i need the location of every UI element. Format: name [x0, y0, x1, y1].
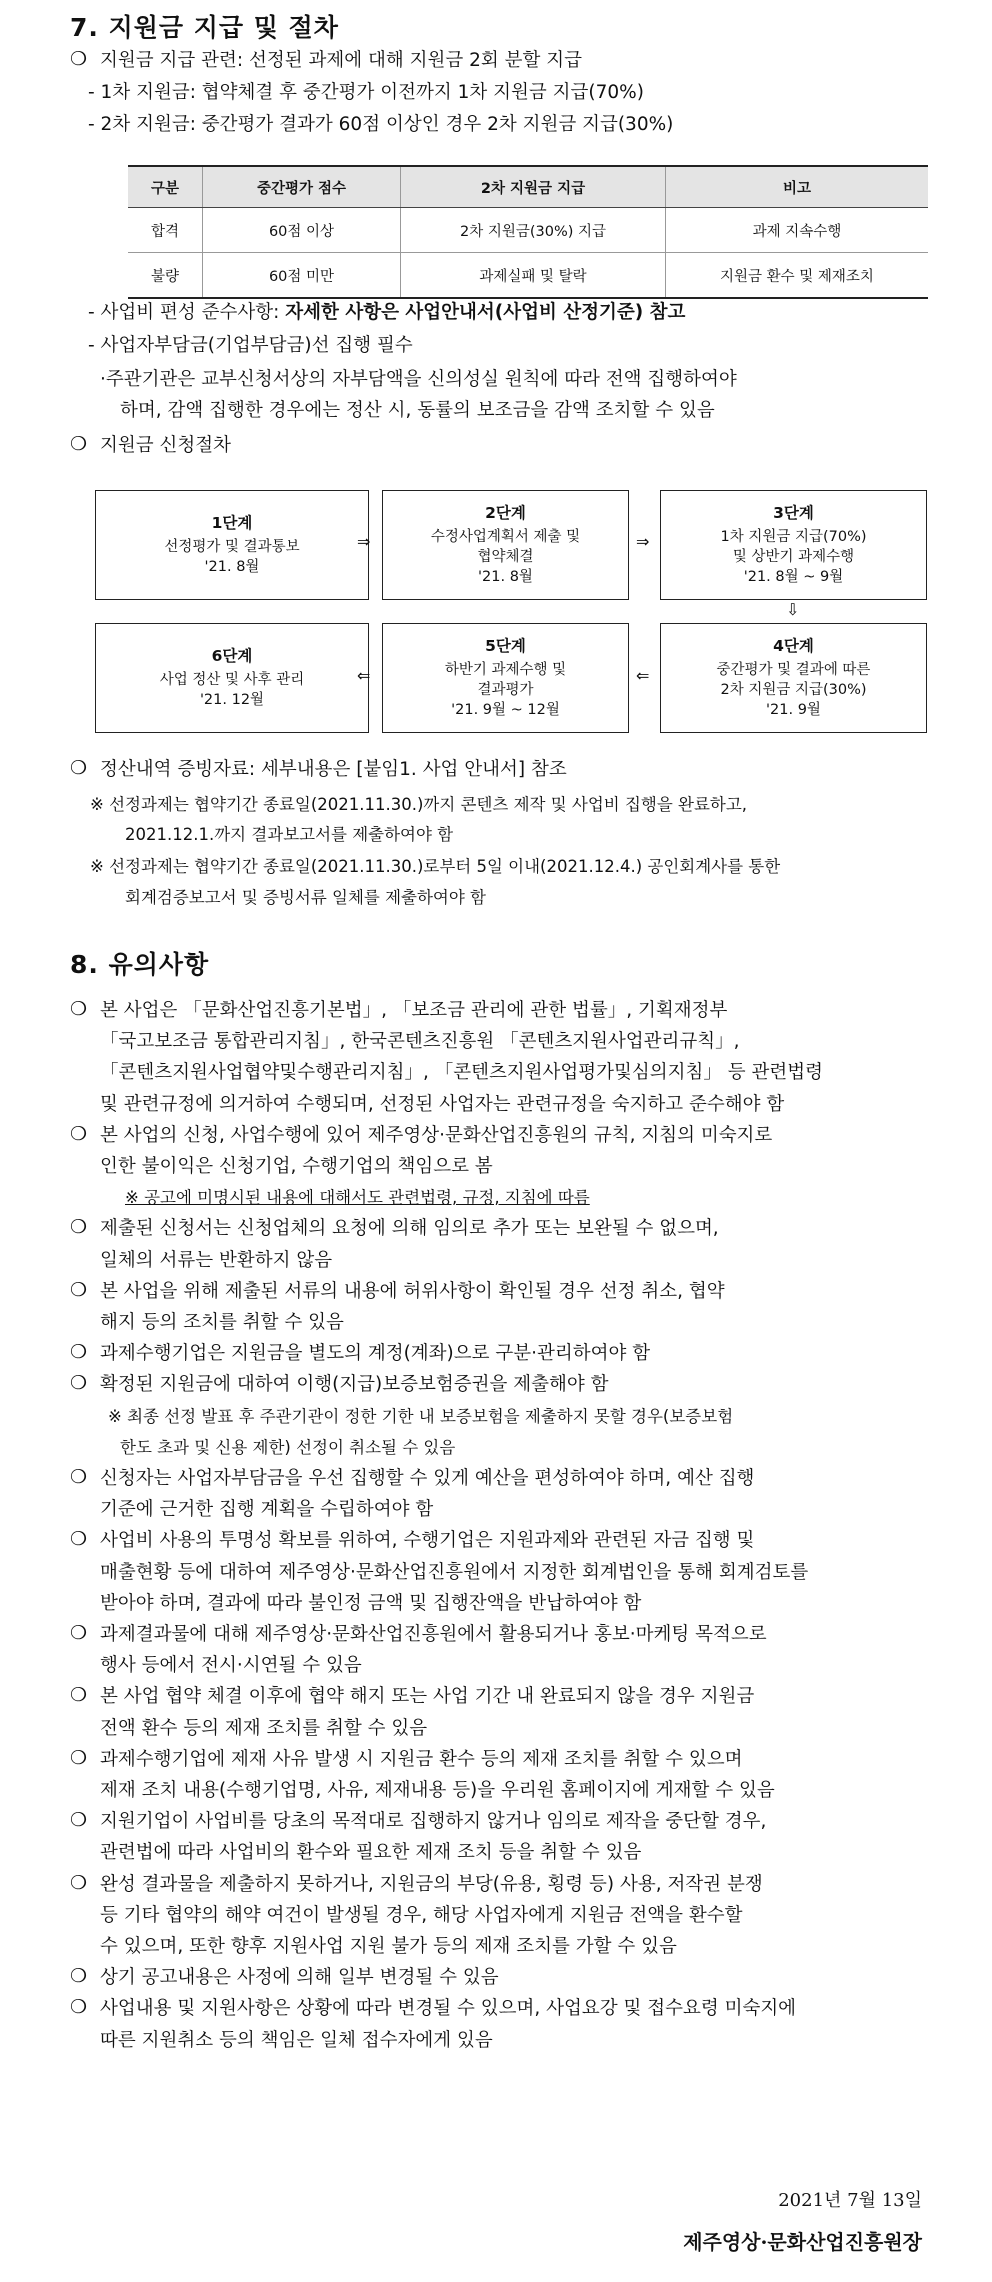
notice-line: 과제수행기업은 지원금을 별도의 계정(계좌)으로 구분·관리하여야 함 [100, 1343, 651, 1365]
notice-line: 관련법에 따라 사업비의 환수와 필요한 제재 조치 등을 취할 수 있음 [100, 1842, 642, 1864]
notice-line: 기준에 근거한 집행 계획을 수립하여야 함 [100, 1499, 434, 1521]
table-header: 2차 지원금 지급 [401, 166, 666, 208]
step-title: 4단계 [773, 637, 814, 655]
table-cell: 과제실패 및 탈락 [401, 253, 666, 299]
notice-line: 본 사업의 신청, 사업수행에 있어 제주영상·문화산업진흥원의 규칙, 지침의 미숙지로 [100, 1124, 773, 1146]
step-date: '21. 9월 ~ 12월 [451, 702, 560, 718]
step-desc: 2차 지원금 지급(30%) [720, 682, 867, 698]
issuer-name: 제주영상·문화산업진흥원장 [683, 2230, 922, 2254]
section-8-title: 8. 유의사항 [70, 950, 210, 979]
arrow-left-icon: ⇐ [636, 666, 650, 685]
notice-line: 수 있으며, 또한 향후 지원사업 지원 불가 등의 제재 조치를 가할 수 있음 [100, 1936, 677, 1957]
table-cell: 합격 [128, 208, 203, 253]
notice-line: 과제결과물에 대해 제주영상·문화산업진흥원에서 활용되거나 홍보·마케팅 목적으로 [100, 1624, 767, 1645]
notice-line: 신청자는 사업자부담금을 우선 집행할 수 있게 예산을 편성하여야 하며, 예산 집행 [100, 1468, 755, 1489]
notice-line: 따른 지원취소 등의 책임은 일체 접수자에게 있음 [100, 2029, 493, 2051]
announcement-date: 2021년 7월 13일 [778, 2190, 922, 2211]
step-box-3 [660, 490, 927, 600]
settlement-evidence-text: 정산내역 증빙자료: 세부내용은 [붙임1. 사업 안내서] 참조 [100, 759, 567, 780]
step-title: 3단계 [773, 504, 814, 522]
bullet-circle: ❍ [70, 1372, 88, 1395]
self-burden-detail-1: ·주관기관은 교부신청서상의 자부담액을 신의성실 원칙에 따라 전액 집행하여야 [100, 369, 737, 390]
bullet-circle: ❍ [70, 1809, 88, 1832]
self-burden-text: - 사업자부담금(기업부담금)선 집행 필수 [88, 335, 413, 356]
table-row [128, 208, 928, 253]
arrow-down-icon: ⇩ [786, 600, 800, 619]
step-box-6 [95, 623, 369, 733]
arrow-left-icon: ⇐ [357, 666, 371, 685]
notice-line: 「국고보조금 통합관리지침」, 한국콘텐츠진흥원 「콘텐츠지원사업관리규칙」, [100, 1031, 740, 1053]
bullet-circle: ❍ [70, 433, 88, 455]
budget-rule-line [88, 300, 685, 326]
bullet-circle: ❍ [70, 1278, 88, 1301]
notice-line: 제출된 신청서는 신청업체의 요청에 의해 임의로 추가 또는 보완될 수 없으며, [100, 1218, 719, 1240]
support-payment-text: 지원금 지급 관련: 선정된 과제에 대해 지원금 2회 분할 지급 [100, 50, 582, 71]
step-title: 6단계 [211, 647, 253, 665]
budget-rule-prefix: - 사업비 편성 준수사항: [88, 302, 286, 323]
notice-line: 제재 조치 내용(수행기업명, 사유, 제재내용 등)을 우리원 홈페이지에 게재할 수 있음 [100, 1780, 775, 1801]
notice-line: 등 기타 협약의 해약 여건이 발생될 경우, 해당 사업자에게 지원금 전액을 환수할 [100, 1904, 743, 1926]
notice-line: 완성 결과물을 제출하지 못하거나, 지원금의 부당(유용, 횡령 등) 사용, 저작권 분쟁 [100, 1873, 763, 1895]
step-date: '21. 8월 [204, 559, 260, 575]
notice-line: 해지 등의 조치를 취할 수 있음 [100, 1312, 344, 1333]
table-row [128, 253, 928, 299]
step-desc: 결과평가 [477, 682, 534, 698]
notice-line: 본 사업은 「문화산업진흥기본법」, 「보조금 관리에 관한 법률」, 기획재정부 [100, 1000, 728, 1021]
step-date: '21. 8월 ~ 9월 [743, 569, 844, 585]
step-box-1 [95, 490, 369, 600]
notice-line: 전액 환수 등의 제재 조치를 취할 수 있음 [100, 1717, 428, 1739]
step-desc: 사업 정산 및 사후 관리 [159, 672, 305, 688]
bullet-circle: ❍ [70, 1466, 88, 1488]
step-desc: 및 상반기 과제수행 [732, 549, 855, 565]
self-burden-detail-2: 하며, 감액 집행한 경우에는 정산 시, 동률의 보조금을 감액 조치할 수 있음 [120, 400, 715, 421]
step-desc: 선정평가 및 결과통보 [164, 539, 300, 555]
arrow-right-icon: ⇒ [636, 532, 650, 551]
bullet-circle: ❍ [70, 998, 88, 1020]
table-header: 중간평가 점수 [203, 166, 401, 208]
bullet-circle: ❍ [70, 1871, 88, 1894]
notice-line: 「콘텐츠지원사업협약및수행관리지침」, 「콘텐츠지원사업평가및심의지침」 등 관련법령 [100, 1062, 824, 1084]
step-desc: 중간평가 및 결과에 따른 [716, 662, 871, 678]
step-date: '21. 9월 [766, 702, 821, 718]
table-cell: 불량 [128, 253, 203, 299]
notice-line: 본 사업 협약 체결 이후에 협약 해지 또는 사업 기간 내 완료되지 않을 경우 지원금 [100, 1686, 755, 1708]
bullet-circle: ❍ [70, 1965, 88, 1988]
procedure-title: 지원금 신청절차 [100, 435, 231, 456]
step-box-2 [382, 490, 629, 600]
note-2b: 회계검증보고서 및 증빙서류 일체를 제출하여야 함 [125, 888, 486, 907]
first-payment-text: - 1차 지원금: 협약체결 후 중간평가 이전까지 1차 지원금 지급(70%) [88, 82, 644, 103]
notice-line: 인한 불이익은 신청기업, 수행기업의 책임으로 봄 [100, 1156, 493, 1177]
notice-line: 일체의 서류는 반환하지 않음 [100, 1249, 333, 1271]
notice-line: 확정된 지원금에 대하여 이행(지급)보증보험증권을 제출해야 함 [100, 1374, 609, 1396]
bullet-circle: ❍ [70, 1684, 88, 1707]
step-desc: 협약체결 [477, 549, 534, 565]
table-cell: 60점 미만 [203, 253, 401, 299]
note-2a: ※ 선정과제는 협약기간 종료일(2021.11.30.)로부터 5일 이내(2021.12.4.) 공인회계사를 통한 [90, 857, 781, 876]
notice-line: ※ 공고에 미명시된 내용에 대해서도 관련법령, 규정, 지침에 따름 [125, 1188, 590, 1208]
step-title: 1단계 [211, 514, 253, 532]
table-cell: 지원금 환수 및 제재조치 [666, 253, 929, 299]
note-1a: ※ 선정과제는 협약기간 종료일(2021.11.30.)까지 콘텐츠 제작 및 사업비 집행을 완료하고, [90, 795, 748, 814]
notice-line: 상기 공고내용은 사정에 의해 일부 변경될 수 있음 [100, 1967, 499, 1989]
table-cell: 2차 지원금(30%) 지급 [401, 208, 666, 253]
table-cell: 과제 지속수행 [666, 208, 929, 253]
notice-line: 사업비 사용의 투명성 확보를 위하여, 수행기업은 지원과제와 관련된 자금 집행 및 [100, 1530, 755, 1552]
notice-line: 받아야 하며, 결과에 따라 불인정 금액 및 집행잔액을 반납하여야 함 [100, 1592, 642, 1614]
bullet-circle: ❍ [70, 48, 88, 70]
step-box-5 [382, 623, 629, 733]
notice-line: 및 관련규정에 의거하여 수행되며, 선정된 사업자는 관련규정을 숙지하고 준수해야 함 [100, 1093, 785, 1115]
bullet-circle: ❍ [70, 757, 88, 779]
bullet-circle: ❍ [70, 1122, 88, 1145]
notice-line: 행사 등에서 전시·시연될 수 있음 [100, 1655, 362, 1677]
budget-rule-bold: 자세한 사항은 사업안내서(사업비 산정기준) 참고 [285, 302, 686, 323]
step-date: '21. 12월 [199, 692, 265, 708]
step-desc: 하반기 과제수행 및 [444, 662, 567, 678]
note-1b: 2021.12.1.까지 결과보고서를 제출하여야 함 [125, 825, 454, 844]
step-box-4 [660, 623, 927, 733]
step-title: 5단계 [485, 637, 526, 655]
bullet-circle: ❍ [70, 1216, 88, 1239]
bullet-circle: ❍ [70, 1746, 88, 1769]
bullet-circle: ❍ [70, 1528, 88, 1551]
step-desc: 수정사업계획서 제출 및 [430, 529, 581, 545]
table-cell: 60점 이상 [203, 208, 401, 253]
bullet-circle: ❍ [70, 1996, 88, 2019]
notice-line: 본 사업을 위해 제출된 서류의 내용에 허위사항이 확인될 경우 선정 취소, 협약 [100, 1280, 725, 1302]
second-payment-text: - 2차 지원금: 중간평가 결과가 60점 이상인 경우 2차 지원금 지급(30%) [88, 114, 674, 135]
bullet-circle: ❍ [70, 1341, 88, 1364]
table-header: 비고 [666, 166, 929, 208]
notice-line: ※ 최종 선정 발표 후 주관기관이 정한 기한 내 보증보험을 제출하지 못할 경우(보증보험 [108, 1406, 734, 1426]
arrow-right-icon: ⇒ [357, 532, 371, 551]
bullet-circle: ❍ [70, 1622, 88, 1644]
step-desc: 1차 지원금 지급(70%) [720, 529, 867, 545]
step-date: '21. 8월 [478, 569, 533, 585]
section-7-title: 7. 지원금 지급 및 절차 [70, 13, 339, 42]
notice-line: 매출현황 등에 대하여 제주영상·문화산업진흥원에서 지정한 회계법인을 통해 회계검토를 [100, 1561, 809, 1583]
table-header: 구분 [128, 166, 203, 208]
notice-line: 과제수행기업에 제재 사유 발생 시 지원금 환수 등의 제재 조치를 취할 수 있으며 [100, 1748, 743, 1770]
notice-line: 한도 초과 및 신용 제한) 선정이 취소될 수 있음 [120, 1437, 456, 1457]
evaluation-table [128, 165, 928, 299]
step-title: 2단계 [485, 504, 526, 522]
notice-line: 지원기업이 사업비를 당초의 목적대로 집행하지 않거나 임의로 제작을 중단할 경우, [100, 1811, 767, 1833]
notice-line: 사업내용 및 지원사항은 상황에 따라 변경될 수 있으며, 사업요강 및 접수요령 미숙지에 [100, 1998, 797, 2020]
table-header-row [128, 166, 928, 208]
